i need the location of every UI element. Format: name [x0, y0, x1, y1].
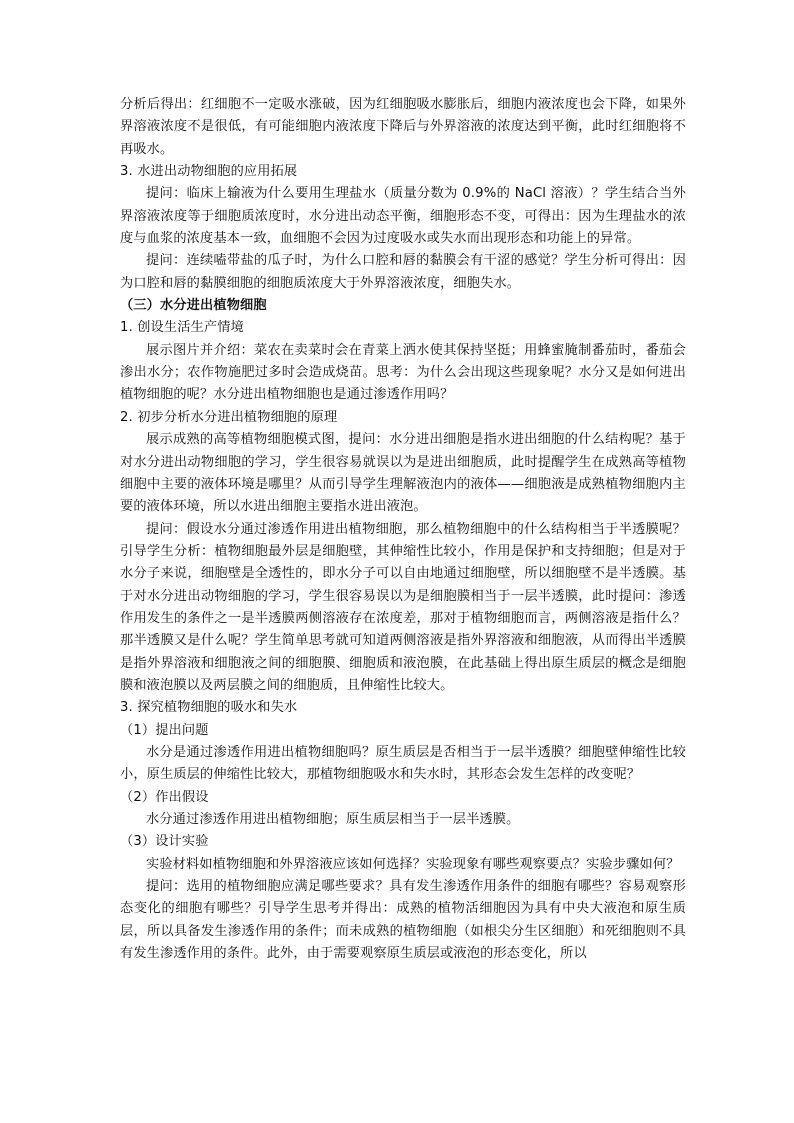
paragraph: 水分是通过渗透作用进出植物细胞吗？原生质层是否相当于一层半透膜？细胞壁伸缩性比较小，原生质层的伸缩性比较大，那植物细胞吸水和失水时，其形态会发生怎样的改变呢？ — [120, 744, 686, 783]
paragraph: 分析后得出：红细胞不一定吸水涨破，因为红细胞吸水膨胀后，细胞内液浓度也会下降，如果外界溶液浓度不是很低，有可能细胞内液浓度下降后与外界溶液的浓度达到平衡，此时红细胞将不再吸水。 — [120, 97, 686, 157]
paragraph: 展示图片并介绍：菜农在卖菜时会在青菜上洒水使其保持坚挺；用蜂蜜腌制番茄时，番茄会渗出水分；农作物施肥过多时会造成烧苗。思考：为什么会出现这些现象呢？水分又是如何进出植物细胞的呢？水分进出植物细胞也是通过渗透作用吗？ — [120, 342, 686, 403]
paragraph: 提问：选用的植物细胞应满足哪些要求？具有发生渗透作用条件的细胞有哪些？容易观察形态变化的细胞有哪些？引导学生思考并得出：成熟的植物活细胞因为具有中央大液泡和原生质层，所以具备发生渗透作用的条件；而未成熟的植物细胞（如根尖分生区细胞）和死细胞则不具有发生渗透作用的条件。此外，由于需要观察原生质层或液泡的形态变化，所以 — [120, 879, 686, 962]
subsection-heading: （2）作出假设 — [120, 789, 209, 805]
paragraph: 提问：临床上输液为什么要用生理盐水（质量分数为 0.9%的 NaCl 溶液）？学生结合当外界溶液浓度等于细胞质浓度时，水分进出动态平衡，细胞形态不变，可得出：因为生理盐水的浓度与血浆的浓度基本一致，血细胞不会因为过度吸水或失水而出现形态和功能上的异常。 — [120, 186, 686, 247]
paragraph: 实验材料如植物细胞和外界溶液应该如何选择？实验现象有哪些观察要点？实验步骤如何？ — [146, 856, 680, 872]
paragraph: 提问：连续嗑带盐的瓜子时，为什么口腔和唇的黏膜会有干涩的感觉？学生分析可得出：因为口腔和唇的黏膜细胞的细胞质浓度大于外界溶液浓度，细胞失水。 — [120, 253, 686, 291]
section-title: （三）水分进出植物细胞 — [120, 298, 267, 314]
paragraph: 提问：假设水分通过渗透作用进出植物细胞，那么植物细胞中的什么结构相当于半透膜呢？引导学生分析：植物细胞最外层是细胞壁，其伸缩性比较小，作用是保护和支持细胞；但是对于水分子来说，细胞壁是全透性的，即水分子可以自由地通过细胞壁，所以细胞壁不是半透膜。基于对水分进出动物细胞的学习，学生很容易误以为是细胞膜相当于一层半透膜，此时提问：渗透作用发生的条件之一是半透膜两侧溶液存在浓度差，那对于植物细胞而言，两侧溶液是指什么？那半透膜又是什么呢？学生简单思考就可知道两侧溶液是指外界溶液和细胞液，从而得出半透膜是指外界溶液和细胞液之间的细胞膜、细胞质和液泡膜，在此基础上得出原生质层的概念是细胞膜和液泡膜以及两层膜之间的细胞质，且伸缩性比较大。 — [120, 521, 686, 693]
section-heading: 3. 探究植物细胞的吸水和失水 — [120, 700, 298, 716]
subsection-heading: （3）设计实验 — [120, 834, 209, 850]
paragraph: 水分通过渗透作用进出植物细胞；原生质层相当于一层半透膜。 — [146, 812, 520, 827]
section-heading: 1. 创设生活生产情境 — [120, 320, 244, 336]
document-page — [120, 94, 686, 965]
section-heading: 2. 初步分析水分进出植物细胞的原理 — [120, 409, 338, 425]
section-heading: 3. 水进出动物细胞的应用拓展 — [120, 164, 298, 180]
subsection-heading: （1）提出问题 — [120, 722, 209, 738]
paragraph: 展示成熟的高等植物细胞模式图，提问：水分进出细胞是指水进出细胞的什么结构呢？基于对水分进出动物细胞的学习，学生很容易就误以为是进出细胞质，此时提醒学生在成熟高等植物细胞中主要的液体环境是哪里？从而引导学生理解液泡内的液体——细胞液是成熟植物细胞内主要的液体环境，所以水进出细胞主要指水进出液泡。 — [120, 432, 686, 515]
